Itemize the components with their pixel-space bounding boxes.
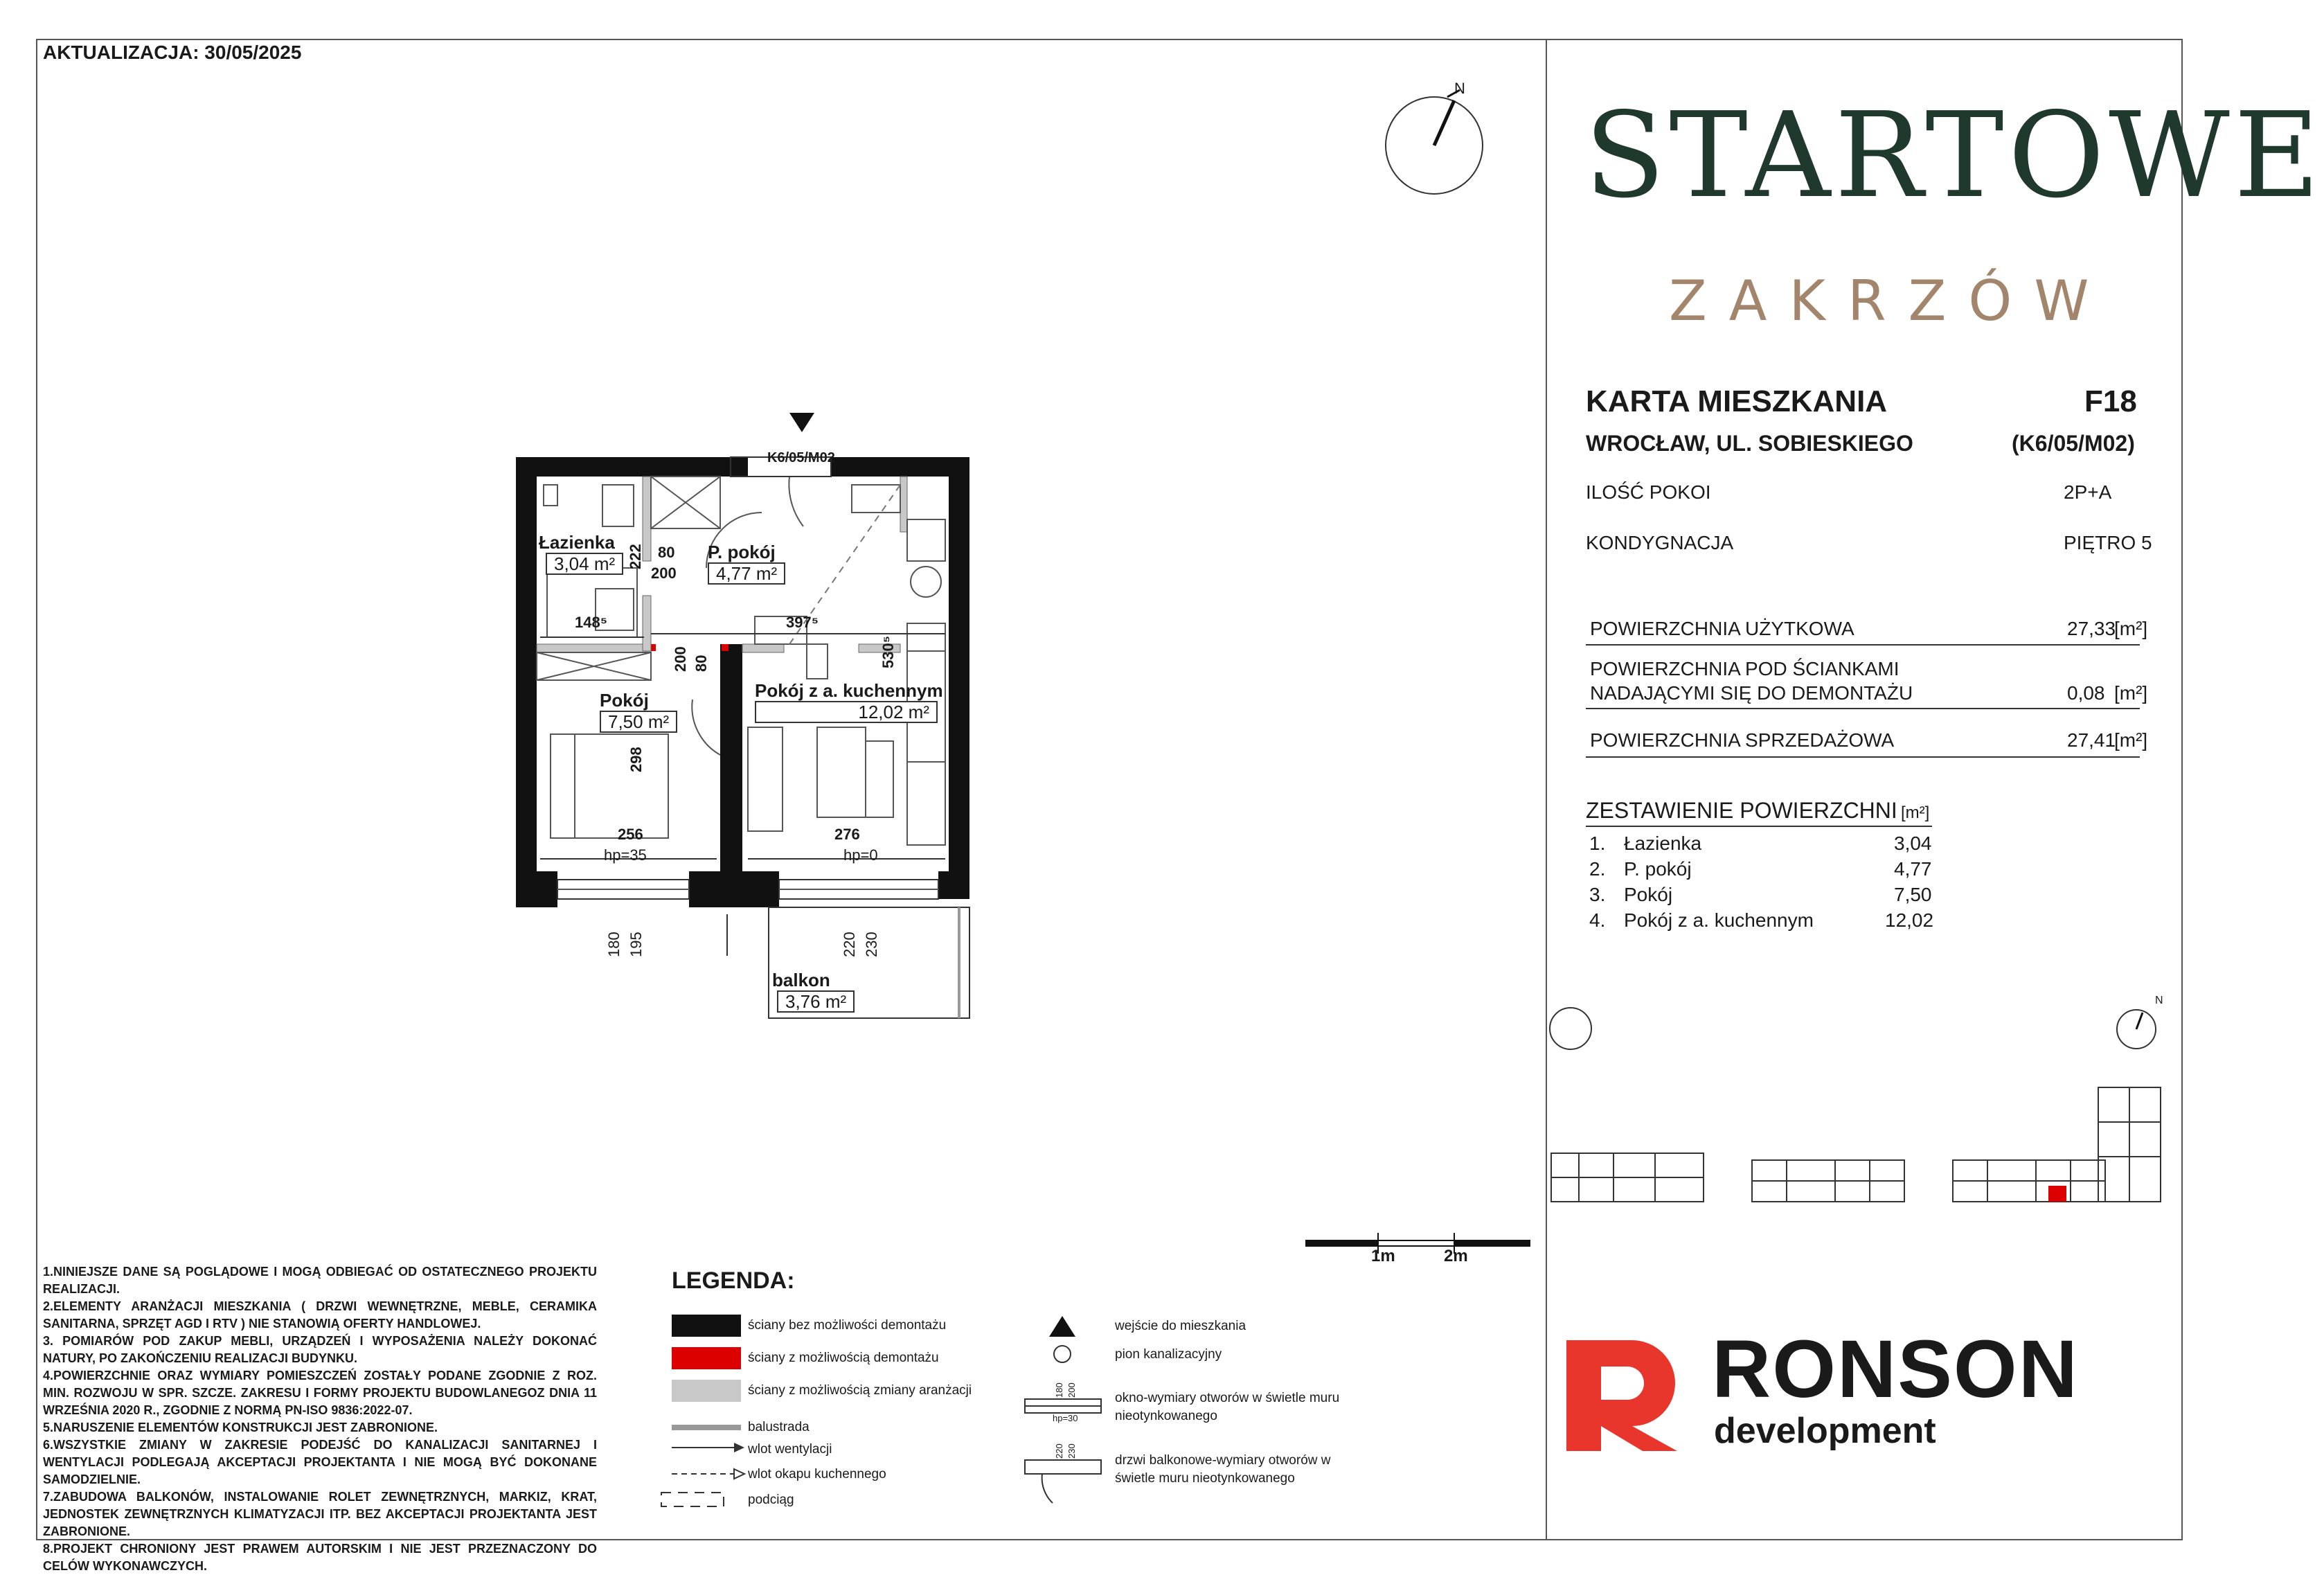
dim: 530⁵ [879, 635, 897, 668]
summary-value: 4,77 [1894, 858, 1932, 880]
summary-name: Pokój [1624, 884, 1673, 905]
compass-large [1386, 90, 1483, 194]
legend-title: LEGENDA: [672, 1267, 795, 1294]
usable-value: 27,33 [2067, 618, 2116, 639]
scale-2m: 2m [1444, 1247, 1468, 1265]
panel-divider [1546, 39, 1547, 1540]
brand-logo-sub: ZAKRZÓW [1669, 269, 2111, 333]
summary-title: ZESTAWIENIE POWIERZCHNI [1586, 798, 1897, 823]
summary-no: 4. [1589, 909, 1606, 931]
note: 3. POMIARÓW POD ZAKUP MEBLI, URZĄDZEŃ I WYPOSAŻENIA NALEŻY DOKONAĆ NATURY, PO ZAKOŃCZENIU REALIZACJI BUDYNKU. [43, 1334, 597, 1365]
update-date: AKTUALIZACJA: 30/05/2025 [43, 42, 302, 63]
card-title: KARTA MIESZKANIA [1586, 384, 1888, 418]
dim: hp=0 [843, 846, 878, 864]
summary-no: 1. [1589, 833, 1606, 854]
rooms-value: 2P+A [2064, 481, 2112, 503]
note: 2.ELEMENTY ARANŻACJI MIESZKANIA ( DRZWI WEWNĘTRZNE, MEBLE, CERAMIKA SANITARNA, SPRZĘT AGD I RTV ) NIE STANOWIĄ OFERTY HANDLOWEJ. [43, 1299, 597, 1331]
developer-name: RONSON [1712, 1324, 2079, 1415]
unit: [m²] [2114, 729, 2148, 751]
room-living-name: Pokój z a. kuchennym [755, 680, 943, 701]
entrance-legend-icon [1049, 1316, 1075, 1337]
flat-id: F18 [2084, 384, 2137, 418]
separator [1586, 708, 2140, 709]
legend-dim: hp=30 [1053, 1413, 1078, 1423]
legend-item: ściany bez możliwości demontażu [748, 1318, 947, 1333]
address: WROCŁAW, UL. SOBIESKIEGO [1586, 431, 1913, 456]
dim: 80 [692, 655, 710, 672]
legend-item: pion kanalizacyjny [1115, 1347, 1222, 1362]
separator [1586, 756, 2140, 758]
dim: 80 [658, 544, 675, 561]
sale-label: POWIERZCHNIA SPRZEDAŻOWA [1590, 729, 1895, 751]
dim: 256 [618, 826, 643, 843]
room-bedroom-area: 7,50 m² [600, 711, 677, 733]
developer-sub: development [1714, 1411, 1936, 1451]
under-label-1: POWIERZCHNIA POD ŚCIANKAMI [1590, 658, 1900, 679]
room-bedroom-name: Pokój [600, 690, 649, 711]
dim: 200 [651, 564, 677, 582]
flat-location-marker [2048, 1186, 2066, 1202]
legend-dim: 180 [1054, 1382, 1064, 1398]
legend-item: drzwi balkonowe-wymiary otworów w świetle muru nieotynkowanego [1115, 1453, 1331, 1486]
note: 8.PROJEKT CHRONIONY JEST PRAWEM AUTORSKIM I NIE JEST PRZEZNACZONY DO CELÓW WYKONAWCZYCH. [43, 1542, 597, 1573]
summary-name: Łazienka [1624, 833, 1702, 854]
summary-unit: [m²] [1901, 803, 1930, 822]
rooms-label: ILOŚĆ POKOI [1586, 481, 1711, 503]
dim: 230 [863, 932, 880, 957]
floor-label: KONDYGNACJA [1586, 532, 1734, 553]
room-hall-name: P. pokój [708, 542, 776, 562]
dim: 298 [627, 747, 645, 772]
entrance-arrow-icon [789, 413, 814, 432]
legend-item: podciąg [748, 1493, 794, 1507]
legend-item: balustrada [748, 1420, 810, 1434]
legend-item: ściany z możliwością zmiany aranżacji [748, 1383, 972, 1398]
room-bathroom-area: 3,04 m² [546, 553, 623, 575]
dim: 220 [841, 932, 858, 957]
brand-logo-main: STARTOWE [1584, 87, 2324, 224]
note: 7.ZABUDOWA BALKONÓW, INSTALOWANIE ROLET ZEWNĘTRZNYCH, MARKIZ, KRAT, JEDNOSTEK ZEWNĘTRZNYCH KLIMATYZACJI ITP. BEZ AKCEPTACJI PROJEKTANTA JEST ZABRONIONE. [43, 1490, 597, 1538]
under-value: 0,08 [2067, 682, 2105, 704]
room-balcony-area: 3,76 m² [777, 990, 855, 1013]
under-label-2: NADAJĄCYMI SIĘ DO DEMONTAŻU [1590, 682, 1913, 704]
summary-value: 7,50 [1894, 884, 1932, 905]
building-key-plan [1551, 990, 2174, 1219]
summary-name: P. pokój [1624, 858, 1692, 880]
note: 1.NINIEJSZE DANE SĄ POGLĄDOWE I MOGĄ ODBIEGAĆ OD OSTATECZNEGO PROJEKTU REALIZACJI. [43, 1265, 597, 1296]
legend-item: wejście do mieszkania [1115, 1319, 1246, 1333]
usable-label: POWIERZCHNIA UŻYTKOWA [1590, 618, 1854, 639]
legend-item: wlot okapu kuchennego [748, 1467, 886, 1481]
dim: 180 [605, 932, 623, 957]
unit-code: K6/05/M02 [767, 450, 835, 465]
pipe-legend-icon [1054, 1346, 1071, 1362]
dim: hp=35 [604, 846, 647, 864]
floor-value: PIĘTRO 5 [2064, 532, 2152, 553]
scale-1m: 1m [1371, 1247, 1395, 1265]
legend-dim: 230 [1066, 1443, 1077, 1459]
unit-code-panel: (K6/05/M02) [2012, 431, 2135, 456]
dim: 222 [627, 544, 644, 569]
north-label-small: N [2155, 995, 2163, 1006]
legend-dim: 200 [1066, 1382, 1077, 1398]
legend-dim: 220 [1054, 1443, 1064, 1459]
note: 5.NARUSZENIE ELEMENTÓW KONSTRUKCJI JEST ZABRONIONE. [43, 1421, 438, 1434]
notes [43, 1263, 597, 1575]
summary-no: 3. [1589, 884, 1606, 905]
room-hall-area: 4,77 m² [708, 562, 785, 585]
note: 6.WSZYSTKIE ZMIANY W ZAKRESIE PODEJŚĆ DO KANALIZACJI SANITARNEJ I WENTYLACJI PODLEGAJĄ AKCEPTACJI PROJEKTANTA I NIE MOGĄ BYĆ DOKONANE SAMODZIELNIE. [43, 1438, 597, 1486]
unit: [m²] [2114, 682, 2148, 704]
dim: 200 [672, 646, 689, 672]
dim: 148⁵ [575, 614, 608, 631]
summary-value: 3,04 [1894, 833, 1932, 854]
note: 4.POWIERZCHNIE ORAZ WYMIARY POMIESZCZEŃ ZOSTAŁY PODANE ZGODNIE Z ROZ. MIN. ROZWOJU W SPR. SZCZE. ZAKRESU I FORMY PROJEKTU BUDOWLANEGOZ DNIA 11 WRZEŚNIA 2020 R., ZGODNIE Z NORMĄ PN-ISO 9836:2022-07. [43, 1369, 597, 1417]
scale-bar [1305, 1233, 1530, 1254]
ronson-logo-icon [1566, 1340, 1684, 1451]
summary-name: Pokój z a. kuchennym [1624, 909, 1814, 931]
summary-value: 12,02 [1885, 909, 1934, 931]
unit: [m²] [2114, 618, 2148, 639]
room-bathroom-name: Łazienka [539, 532, 615, 553]
sale-value: 27,41 [2067, 729, 2116, 751]
north-label: N [1454, 80, 1465, 97]
legend-item: wlot wentylacji [748, 1442, 832, 1457]
separator [1586, 826, 1932, 827]
wall-demolishable [722, 644, 729, 651]
dim: 397⁵ [786, 614, 819, 631]
dim: 195 [627, 932, 645, 957]
room-living-area: 12,02 m² [755, 701, 938, 723]
separator [1586, 644, 2140, 646]
dim: 276 [834, 826, 860, 843]
legend-item: okno-wymiary otworów w świetle muru nieotynkowanego [1115, 1391, 1340, 1423]
summary-no: 2. [1589, 858, 1606, 880]
legend-item: ściany z możliwością demontażu [748, 1351, 939, 1365]
room-balcony-name: balkon [772, 970, 830, 990]
